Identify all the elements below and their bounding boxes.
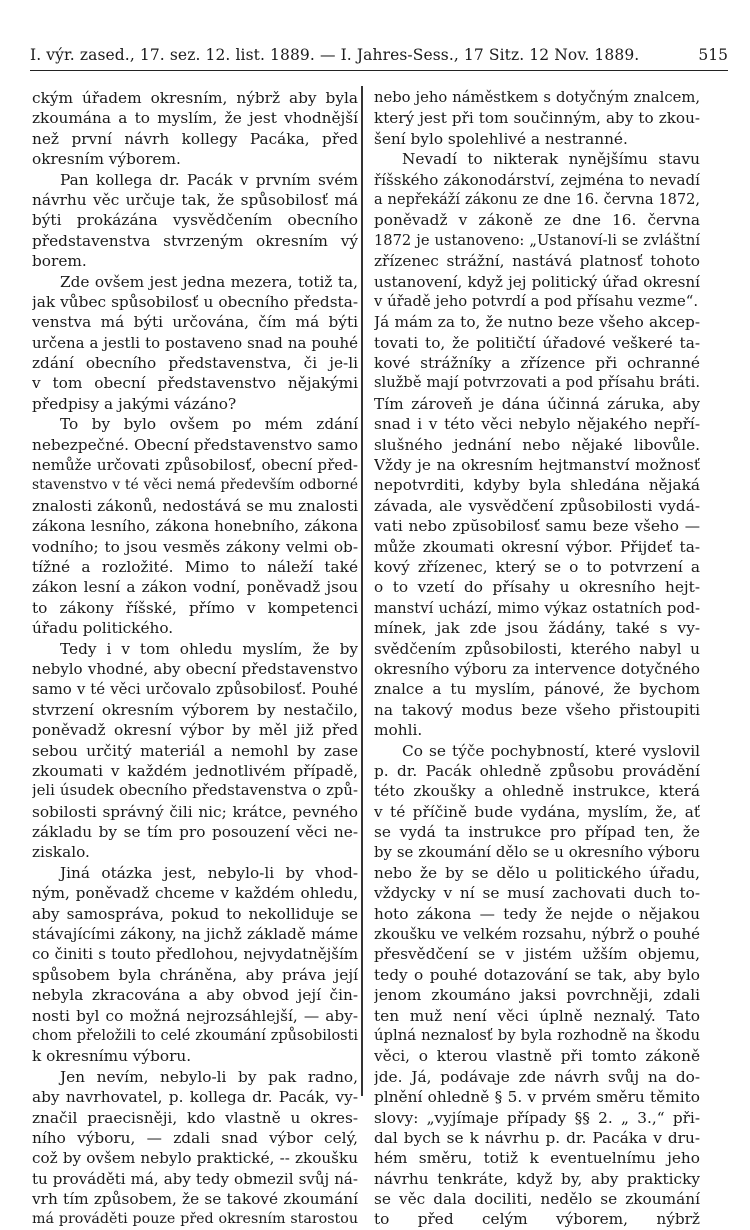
text-line: jde. Já, podávaje zde návrh svůj na do- xyxy=(374,1067,700,1086)
text-line: Jen nevím, nebylo-li by pak radno, xyxy=(60,1067,358,1086)
text-line: zřízenec strážní, nastává platnosť tohoto xyxy=(374,252,700,271)
text-line: vždycky v ní se musí zachovati duch to- xyxy=(374,884,700,903)
text-line: znalosti zákonů, nedostává se mu znalosti xyxy=(32,496,358,515)
text-line: vati nebo zpŭsobilosť samu beze všeho — xyxy=(374,517,700,536)
text-line: základu by se tím pro posouzení věci ne- xyxy=(32,823,358,842)
text-line: aby samospráva, pokud to nekolliduje se xyxy=(32,904,358,923)
text-line: poněvadž okresní výbor by měl již před xyxy=(32,721,358,740)
text-line: značil praecisněji, kdo vlastně u okres- xyxy=(32,1108,358,1127)
column-divider xyxy=(361,86,363,1096)
text-line: ten muž není věci úplně neznalý. Tato xyxy=(374,1006,700,1025)
text-line: určena a jestli to postaveno snad na pouhé xyxy=(32,333,358,352)
text-line: v úřadě jeho potvrdí a pod přísahu vezme“. xyxy=(374,292,699,310)
text-line: ným, poněvadž chceme v každém ohledu, xyxy=(32,884,358,903)
text-line: má prováděti pouze před okresním starostou xyxy=(32,1211,358,1228)
text-line: co činiti s touto předlohou, nejvydatnějším xyxy=(32,945,358,964)
text-line: zkoušku ve velkém rozsahu, nýbrž o pouhé xyxy=(374,925,700,944)
text-line: vodního; to jsou vesměs zákony velmi ob- xyxy=(32,537,358,556)
text-line: stvrzení okresním výborem by nestačilo, xyxy=(32,700,358,719)
text-line: nepotvrditi, kdyby byla shledána nějaká xyxy=(374,476,700,495)
text-line: snad i v této věci nebylo nějakého nepří- xyxy=(374,415,700,434)
text-line: aby navrhovatel, p. kollega dr. Pacák, vy- xyxy=(32,1088,358,1107)
text-line: nebo jeho náměstkem s dotyčným znalcem, xyxy=(374,89,700,106)
text-line: Já mám za to, že nutno beze všeho akcep- xyxy=(374,313,700,332)
text-line: ziskalo. xyxy=(32,843,90,862)
text-line: závada, ale vysvědčení způsobilosti vydá- xyxy=(374,496,700,515)
text-line: jenom zkoumáno jaksi povrchněji, zdali xyxy=(374,986,700,1005)
text-line: službě mají potvrzovati a pod přísahu bráti. xyxy=(374,374,700,392)
text-line: úřadu politického. xyxy=(32,619,174,638)
text-line: k okresnímu výboru. xyxy=(32,1047,192,1066)
text-line: zkoumati v každém jednotlivém případě, xyxy=(32,761,358,780)
text-line: stávajícími zákony, na jichž základě máme xyxy=(32,925,358,944)
text-line: hém směru, totiž k eventuelnímu jeho xyxy=(374,1149,700,1168)
text-line: který jest při tom součinným, aby to zkou- xyxy=(374,109,700,128)
text-line: předpisy a jakými vázáno? xyxy=(32,394,237,413)
text-line: nosti byl co možná nejrozsáhlejší, — aby- xyxy=(32,1006,358,1025)
right-column xyxy=(374,88,700,1230)
text-line: v té příčině bude vydána, myslím, že, ať xyxy=(374,802,700,821)
text-line: tížné a rozložité. Mimo to náleží také xyxy=(32,557,358,576)
text-line: zákona lesního, zákona honebního, zákona xyxy=(32,517,358,536)
text-line: ckým úřadem okresním, nýbrž aby byla xyxy=(32,89,358,107)
text-line: Tím zároveň je dána účinná záruka, aby xyxy=(374,394,700,413)
text-line: To by bylo ovšem po mém zdání xyxy=(60,415,358,434)
text-line: nebo že by se dělo u politického úřadu, xyxy=(374,863,700,882)
text-line: kový zřízenec, který se o to potvrzení a xyxy=(374,557,700,576)
text-line: Tedy i v tom ohledu myslím, že by xyxy=(60,639,358,658)
text-line: okresním výborem. xyxy=(32,150,181,169)
text-line: tu prováděti má, aby tedy obmezil svůj ná- xyxy=(32,1169,358,1188)
text-line: stavenstvo v té věci nemá především odborné xyxy=(32,477,358,494)
page-header xyxy=(30,44,728,71)
text-line: zákon lesní a zákon vodní, poněvadž jsou xyxy=(32,578,358,597)
text-line: říšského zákonodárství, zejména to nevadí xyxy=(374,170,700,189)
text-line: na takový modus beze všeho přistoupiti xyxy=(374,700,700,719)
text-line: Co se týče pochybností, které vyslovil xyxy=(402,741,700,760)
text-line: chom přeložili to celé zkoumání způsobilosti xyxy=(32,1027,358,1044)
text-line: mínek, jak zde jsou žádány, také s vy- xyxy=(374,619,700,638)
text-line: tedy o pouhé dotazování se tak, aby bylo xyxy=(374,965,700,984)
text-line: jak vůbec spůsobilosť u obecního předsta- xyxy=(32,292,358,311)
text-line: znalce a tu myslím, pánové, že bychom xyxy=(374,680,700,699)
text-line: by se zkoumání dělo se u okresního výboru xyxy=(374,843,700,862)
text-line: nebylo vhodné, aby obecní představenstvo xyxy=(32,659,358,678)
text-line: návrhu věc určuje tak, že spůsobilosť má xyxy=(32,190,358,209)
text-line: kové strážníky a zřízence při ochranné xyxy=(374,354,700,373)
text-line: než první návrh kollegy Pacáka, před xyxy=(32,129,358,148)
text-line: jeli úsudek obecního představenstva o způ- xyxy=(32,782,358,800)
text-line: mohli. xyxy=(374,721,423,740)
text-line: slovy: „vyjímaje případy §§ 2. „ 3.,“ při- xyxy=(374,1108,700,1127)
running-head: I. výr. zased., 17. sez. 12. list. 1889. — I. Jahres-Sess., 17 Sitz. 12 Nov. 1889. xyxy=(30,46,640,64)
text-line: ního výboru, — zdali snad výbor celý, xyxy=(32,1128,358,1147)
text-line: nebyla zkracována a aby obvod její čin- xyxy=(32,986,358,1005)
text-line: zkoumána a to myslím, že jest vhodnější xyxy=(32,109,358,128)
text-line: Vždy je na okresním hejtmanství možnosť xyxy=(374,456,700,475)
text-line: a nepřekáží zákonu ze dne 16. června 1872, xyxy=(374,191,700,208)
text-line: se věc dala dociliti, nedělo se zkoumání xyxy=(374,1190,700,1209)
text-line: 1872 je ustanoveno: „Ustanoví-li se zvláštní xyxy=(374,231,700,249)
text-line: tovati to, že političtí úřadové veškeré ta- xyxy=(374,333,700,352)
text-line: v tom obecní představenstvo nějakými xyxy=(32,374,358,393)
text-line: se vydá ta instrukce pro případ ten, že xyxy=(374,823,700,842)
text-line: ustanovení, když jej politický úřad okresní xyxy=(374,272,700,291)
text-line: venstva má býti určována, čím má býti xyxy=(32,313,358,332)
text-line: plnění ohledně § 5. v prvém směru těmito xyxy=(374,1088,700,1107)
text-line: sobilosti správný čili nic; krátce, pevného xyxy=(32,802,358,821)
text-line: dal bych se k návrhu p. dr. Pacáka v dru- xyxy=(374,1128,700,1147)
text-line: šení bylo spolehlivé a nestranné. xyxy=(374,129,628,148)
text-line: samo v té věci určovalo způsobilosť. Pouhé xyxy=(32,680,358,699)
text-line: Pan kollega dr. Pacák v prvním svém xyxy=(60,170,358,189)
text-line: poněvadž v zákoně ze dne 16. června xyxy=(374,211,700,230)
text-line: této zkoušky a ohledně instrukce, která xyxy=(374,782,700,801)
text-line: přesvědčení se v jistém užším objemu, xyxy=(374,945,700,964)
text-line: návrhu tenkráte, když by, aby prakticky xyxy=(374,1169,700,1188)
text-line: což by ovšem nebylo praktické, -- zkoušku xyxy=(32,1149,358,1168)
text-line: sebou určitý materiál a nemohl by zase xyxy=(32,741,358,760)
left-column xyxy=(32,88,358,1230)
text-line: okresního výboru za intervence dotyčného xyxy=(374,659,700,678)
text-line: býti prokázána vysvědčením obecního xyxy=(32,211,358,230)
text-line: hoto zákona — tedy že nejde o nějakou xyxy=(374,904,700,923)
text-line: zdání obecního představenstva, či je-li xyxy=(32,354,358,373)
text-line: Zde ovšem jest jedna mezera, totiž ta, xyxy=(60,272,358,291)
text-line: Nevadí to nikterak nynějšímu stavu xyxy=(402,150,700,169)
text-line: nemůže určovati způsobilosť, obecní před- xyxy=(32,456,358,475)
text-line: nebezpečné. Obecní představenstvo samo xyxy=(32,435,358,454)
text-line: to zákony říšské, přímo v kompetenci xyxy=(32,598,358,617)
text-line: p. dr. Pacák ohledně způsobu provádění xyxy=(374,761,700,780)
text-line: věci, o kterou vlastně při tomto zákoně xyxy=(374,1047,700,1066)
text-line: představenstva stvrzeným okresním vý xyxy=(32,231,358,250)
text-line: úplná neznalosť by byla rozhodně na škodu xyxy=(374,1026,700,1044)
text-line: vrh tím způsobem, že se takové zkoumání xyxy=(32,1190,358,1209)
text-line: o to vzetí do přísahy u okresního hejt- xyxy=(374,578,700,597)
text-line: borem. xyxy=(32,252,87,271)
text-line: manství uchází, mimo výkaz ostatních pod- xyxy=(374,598,700,617)
text-line: slušného jednání nebo nějaké libovůle. xyxy=(374,435,700,454)
text-line: svědčením způsobilosti, kterého nabyl u xyxy=(374,639,700,658)
text-line: spůsobem byla chráněna, aby práva její xyxy=(32,965,358,984)
text-line: to před celým výborem, nýbrž xyxy=(374,1210,700,1229)
text-line: Jiná otázka jest, nebylo-li by vhod- xyxy=(60,863,358,882)
text-line: může zkoumati okresní výbor. Přijdeť ta- xyxy=(374,537,700,556)
page-number: 515 xyxy=(698,46,728,64)
